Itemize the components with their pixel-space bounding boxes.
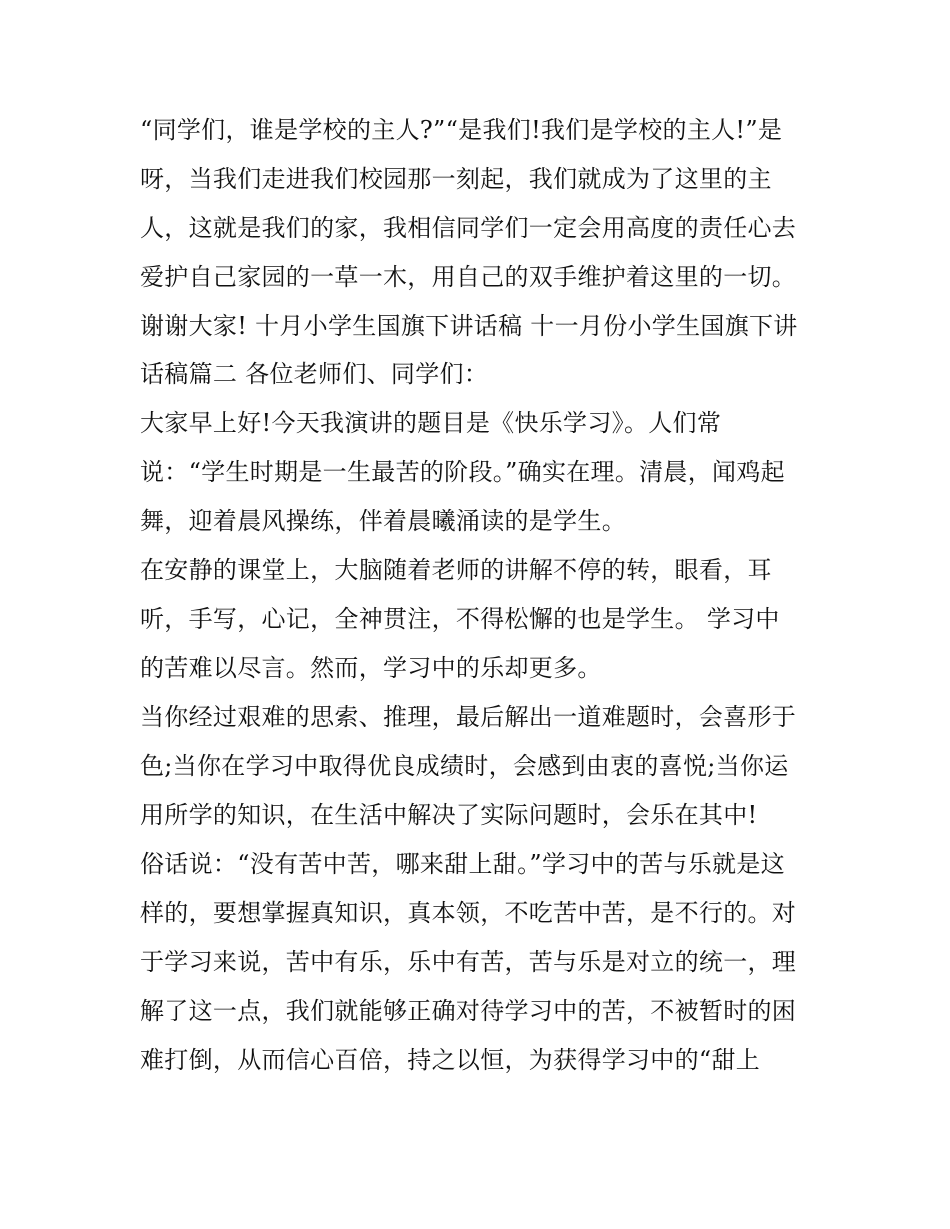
text-line-5: 谢谢大家! 十月小学生国旗下讲话稿 十一月份小学生国旗下讲 [140,312,798,340]
text-line-12: 的苦难以尽言。然而，学习中的乐却更多。 [140,654,602,682]
text-line-8: 说：“学生时期是一生最苦的阶段。”确实在理。清晨，闻鸡起 [140,458,785,486]
text-line-10: 在安静的课堂上，大脑随着老师的讲解不停的转，眼看，耳 [140,556,772,584]
text-line-4: 爱护自己家园的一草一木，用自己的双手维护着这里的一切。 [140,263,797,291]
text-line-3: 人，这就是我们的家，我相信同学们一定会用高度的责任心去 [140,214,797,242]
text-line-9: 舞，迎着晨风操练，伴着晨曦涌读的是学生。 [140,507,626,535]
text-line-6: 话稿篇二 各位老师们、同学们： [140,360,489,388]
text-line-7: 大家早上好!今天我演讲的题目是《快乐学习》。人们常 [140,409,722,437]
text-line-16: 俗话说：“没有苦中苦，哪来甜上甜。”学习中的苦与乐就是这 [140,850,785,878]
text-line-19: 解了这一点，我们就能够正确对待学习中的苦，不被暂时的困 [140,997,797,1025]
text-line-20: 难打倒，从而信心百倍，持之以恒，为获得学习中的“甜上 [140,1046,761,1074]
text-line-1: “同学们，谁是学校的主人?”“是我们!我们是学校的主人!”是 [140,116,783,144]
text-line-11: 听，手写，心记，全神贯注，不得松懈的也是学生。 学习中 [140,605,780,633]
text-line-13: 当你经过艰难的思索、推理，最后解出一道难题时，会喜形于 [140,703,797,731]
text-line-18: 于学习来说，苦中有乐，乐中有苦，苦与乐是对立的统一，理 [140,948,797,976]
text-line-2: 呀，当我们走进我们校园那一刻起，我们就成为了这里的主 [140,165,772,193]
text-line-14: 色;当你在学习中取得优良成绩时，会感到由衷的喜悦;当你运 [140,752,789,780]
text-line-17: 样的，要想掌握真知识，真本领，不吃苦中苦，是不行的。对 [140,899,797,927]
text-line-15: 用所学的知识，在生活中解决了实际问题时，会乐在其中! [140,801,758,829]
